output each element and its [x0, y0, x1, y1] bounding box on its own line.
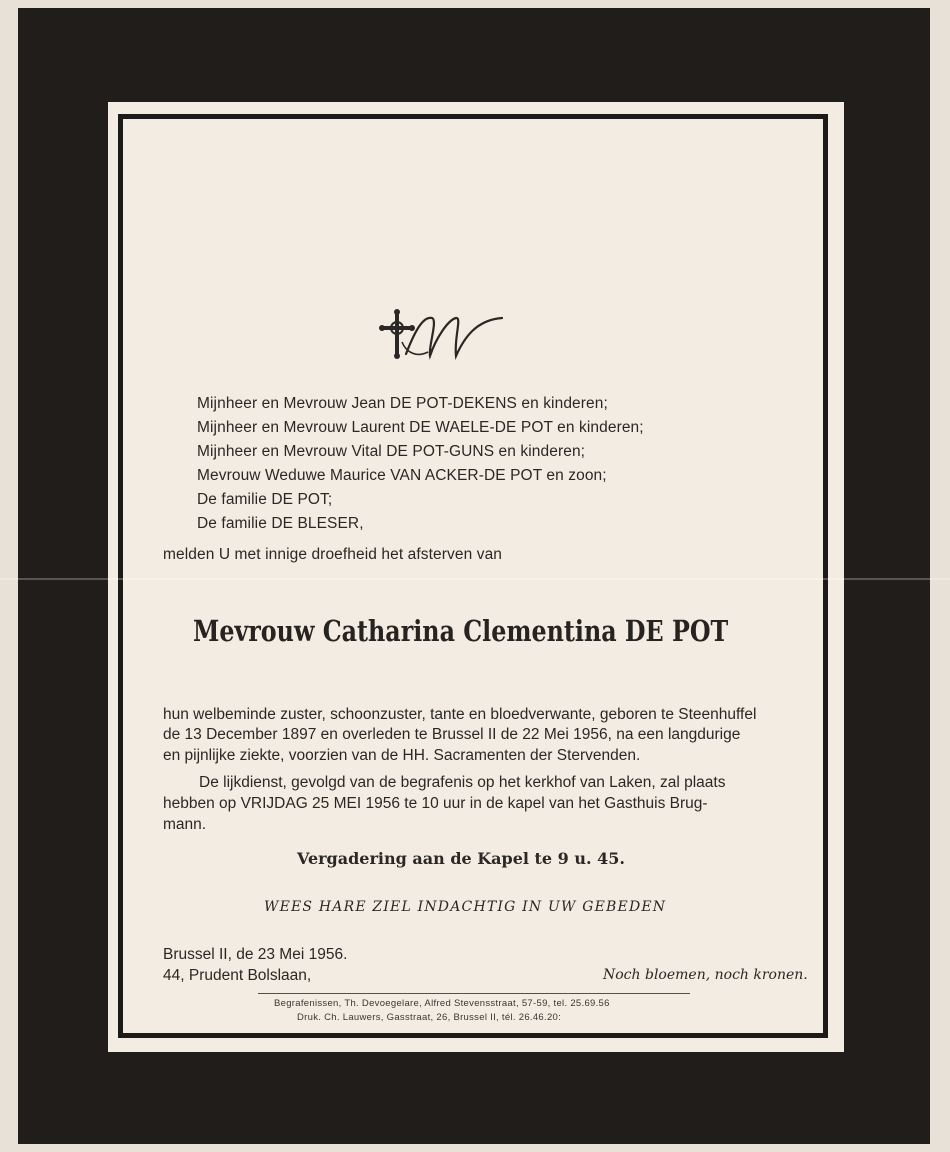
- details-line-1: hun welbeminde zuster, schoonzuster, tante en bloedverwante, geboren te Steenhuffel: [163, 706, 757, 723]
- meeting-time: Vergadering aan de Kapel te 9 u. 45.: [297, 849, 625, 868]
- funeral-line-2: hebben op VRIJDAG 25 MEI 1956 te 10 uur in de kapel van het Gasthuis Brug-: [163, 795, 708, 812]
- mourner-line-4: Mevrouw Weduwe Maurice VAN ACKER-DE POT en zoon;: [197, 467, 607, 484]
- place-date: Brussel II, de 23 Mei 1956.: [163, 946, 348, 963]
- address: 44, Prudent Bolslaan,: [163, 967, 312, 984]
- printer-line: Druk. Ch. Lauwers, Gasstraat, 26, Brussel II, tél. 26.46.20:: [297, 1012, 562, 1023]
- no-flowers-note: Noch bloemen, noch kronen.: [603, 967, 808, 983]
- mourner-line-5: De familie DE POT;: [197, 491, 333, 508]
- mourner-line-1: Mijnheer en Mevrouw Jean DE POT-DEKENS en kinderen;: [197, 395, 608, 412]
- funeral-line-3: mann.: [163, 816, 207, 833]
- undertaker-line: Begrafenissen, Th. Devoegelare, Alfred Stevensstraat, 57-59, tel. 25.69.56: [274, 998, 610, 1009]
- mourner-line-2: Mijnheer en Mevrouw Laurent DE WAELE-DE POT en kinderen;: [197, 419, 644, 436]
- announcement-text: melden U met innige droefheid het afsterven van: [163, 546, 503, 563]
- fold-crease: [0, 578, 950, 580]
- mourner-line-3: Mijnheer en Mevrouw Vital DE POT-GUNS en kinderen;: [197, 443, 586, 460]
- prayer-line: WEES HARE ZIEL INDACHTIG IN UW GEBEDEN: [264, 899, 667, 915]
- mourner-line-6: De familie DE BLESER,: [197, 515, 364, 532]
- funeral-line-1: De lijkdienst, gevolgd van de begrafenis op het kerkhof van Laken, zal plaats: [199, 774, 726, 791]
- footer-divider: [258, 993, 690, 994]
- details-line-3: en pijnlijke ziekte, voorzien van de HH. Sacramenten der Stervenden.: [163, 747, 641, 764]
- cross-monogram-icon: [376, 308, 506, 368]
- details-line-2: de 13 December 1897 en overleden te Brussel II de 22 Mei 1956, na een langdurige: [163, 726, 741, 743]
- deceased-name: Mevrouw Catharina Clementina DE POT: [193, 614, 729, 648]
